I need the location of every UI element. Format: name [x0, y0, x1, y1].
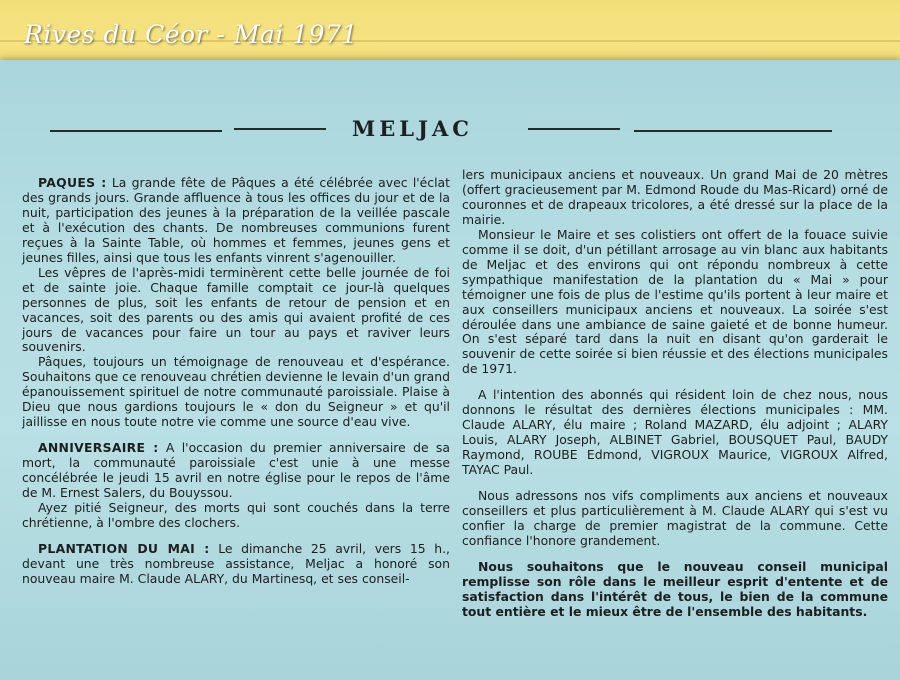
paragraph-pitie: Ayez pitié Seigneur, des morts qui sont couchés dans la terre chrétienne, à l'ombre des clochers. [22, 500, 450, 530]
paragraph-elections: A l'intention des abonnés qui résident loin de chez nous, nous donnons le résultat des dernières élections municipales : MM. Claude ALARY, élu maire ; Roland MAZARD, élu adjoint ; ALARY Louis, ALARY Joseph, ALBINET Gabriel, BOUSQUET Paul, BAUDY Raymond, ROUBE Edmond, VIGROUX Maurice, VIGROUX Alfred, TAYAC Paul. [462, 387, 888, 478]
right-column [462, 168, 888, 620]
left-column [22, 176, 450, 587]
paragraph-mai: lers municipaux anciens et nouveaux. Un grand Mai de 20 mètres (offert gracieusement par M. Edmond Roude du Mas-Ricard) orné de couronnes et de drapeaux tricolores, a été dressé sur la place de la mairie. [462, 167, 888, 227]
title-rule-right-1 [528, 128, 620, 130]
paragraph-plantation: PLANTATION DU MAI : Le dimanche 25 avril, vers 15 h., devant une très nombreuse assistance, Meljac a honoré son nouveau maire M. Claude ALARY, du Martinesq, et ses conseil- [22, 540, 450, 586]
title-rule-right-2 [634, 130, 832, 132]
paragraph-vepres: Les vêpres de l'après-midi terminèrent cette belle journée de foi et de sainte joie. Chaque famille comptait ce jour-là quelques personnes de plus, soit les enfants de retour de pension et en vacances, soit des parents ou des amis qui avaient profité de ces jours de vacances pour faire un tour au pays et raviver leurs souvenirs. [22, 264, 450, 355]
heading-paques: PAQUES : [38, 175, 107, 190]
article-title: MELJAC [352, 116, 473, 141]
photo-caption: Rives du Céor - Mai 1971 [24, 20, 358, 49]
paragraph-compliments: Nous adressons nos vifs compliments aux anciens et nouveaux conseillers et plus particulièrement à M. Claude ALARY qui s'est vu confier la charge de premier magistrat de la commune. Cette confiance l'honore grandement. [462, 488, 888, 548]
paragraph-fouace: Monsieur le Maire et ses colistiers ont offert de la fouace suivie comme il se doit, d'un pétillant arrosage au vin blanc aux habitants de Meljac et des environs qui ont répondu nombreux à cette sympathique manifestation de la plantation du « Mai » pour témoigner une fois de plus de l'estime qu'ils portent à leur maire et aux conseillers municipaux anciens et nouveaux. La soirée s'est déroulée dans une ambiance de saine gaieté et de bonne humeur. On s'est séparé tard dans la nuit en disant qu'on garderait le souvenir de cette soirée si bien réussie et des élections municipales de 1971. [462, 226, 888, 377]
paragraph-paques: PAQUES : La grande fête de Pâques a été célébrée avec l'éclat des grands jours. Grande affluence à tous les offices du jour et de la nuit, participation des jeunes à la préparation de la veillée pascale et à l'exécution des chants. De nombreuses communions furent reçues à la Sainte Table, où hommes et femmes, jeunes gens et jeunes filles, ainsi que tous les enfants vinrent s'agenouiller. [22, 175, 450, 265]
title-rule-left-2 [234, 128, 326, 130]
paragraph-anniversaire: ANNIVERSAIRE : A l'occasion du premier anniversaire de sa mort, la communauté paroissiale c'est unie à une messe concélébrée le jeudi 15 avril en notre église pour le repos de l'âme de M. Ernest Salers, du Bouyssou. [22, 440, 450, 501]
paragraph-renouveau: Pâques, toujours un témoignage de renouveau et d'espérance. Souhaitons que ce renouveau chrétien devienne le levain d'un grand épanouissement spirituel de notre communauté paroissiale. Plaise à Dieu que nous gardions toujours le « don du Seigneur » et qu'il jaillisse en nous toute notre vie comme une source d'eau vive. [22, 354, 450, 430]
heading-anniversaire: ANNIVERSAIRE : [38, 440, 159, 456]
paragraph-souhaits: Nous souhaitons que le nouveau conseil municipal remplisse son rôle dans le meilleur esprit d'entente et de satisfaction dans l'intérêt de tous, le bien de la commune tout entière et le mieux être de l'ensemble des habitants. [462, 558, 888, 619]
title-rule-left-1 [50, 130, 222, 132]
heading-plantation: PLANTATION DU MAI : [38, 540, 210, 556]
